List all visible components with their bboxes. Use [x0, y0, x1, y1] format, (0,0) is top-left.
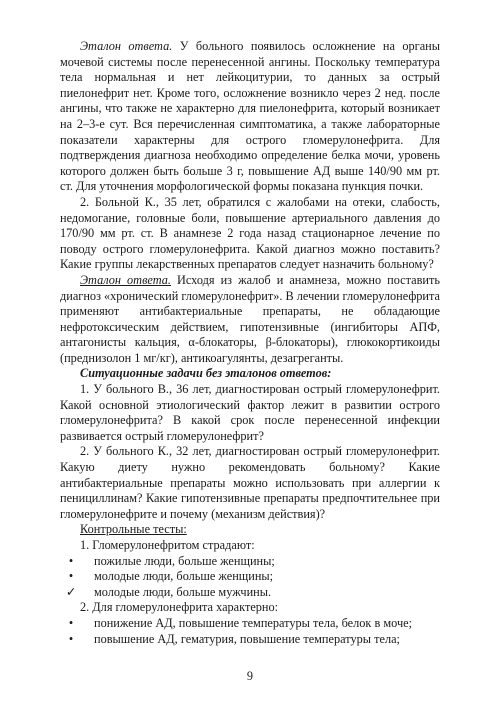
option-text: молодые люди, больше женщины;: [94, 569, 274, 584]
bullet-icon: •: [68, 631, 74, 646]
answer-label: Эталон ответа.: [80, 39, 173, 53]
option-text: повышение АД, гематурия, повышение температуры тела;: [94, 631, 400, 646]
question-1-options: [60, 554, 440, 601]
tests-title: Контрольные тесты:: [80, 522, 187, 537]
checkmark-icon: ✓: [65, 584, 77, 599]
task-2-paragraph: 2. Больной К., 35 лет, обратился с жалобами на отеки, слабость, недомогание, головные боли, повышение артериального давления до 170/90 мм рт. ст. В анамнезе 2 года назад стационарное лечение по поводу острого гломерулонефрита. Какой диагноз можно поставить? Какие группы лекарственных препаратов следует назначить больному?: [60, 194, 440, 272]
answer-paragraph-2: [60, 273, 440, 367]
page-number: 9: [246, 669, 254, 683]
page-body: [60, 39, 440, 647]
option-item: [60, 632, 440, 648]
bullet-icon: •: [68, 553, 74, 568]
option-item: [60, 554, 440, 570]
question-2-options: [60, 616, 440, 647]
option-item: [60, 616, 440, 632]
answer-paragraph-1: [60, 39, 440, 195]
option-item: [60, 569, 440, 585]
answer-text: Исходя из жалоб и анамнеза, можно поставить диагноз «хронический гломерулонефрит». В лечении гломерулонефрита применяют антибактериальные препараты, не обладающие нефротоксическим действием, гипотензивные (ингибиторы АПФ, антагонисты кальция, α-блокаторы, β-блокаторы), глюкокортикоиды (преднизолон 1 мг/кг), антикоагулянты, дезагреганты.: [60, 272, 440, 365]
option-text: понижение АД, повышение температуры тела, белок в моче;: [94, 615, 413, 630]
bullet-icon: •: [68, 615, 74, 630]
task-2-no-answer: 2. У больного К., 32 лет, диагностирован острый гломерулонефрит. Какую диету нужно рекомендовать больному? Какие антибактериальные препараты можно использовать при аллергии к пенициллинам? Какие гипотензивные препараты предпочтительнее при гломерулонефрите и почему (механизм действия)?: [60, 444, 440, 521]
question-1: 1. Гломерулонефритом страдают:: [80, 538, 255, 552]
bullet-icon: •: [68, 569, 74, 584]
option-text: пожилые люди, больше женщины;: [94, 553, 275, 568]
option-text: молодые люди, больше мужчины.: [94, 584, 272, 599]
question-2: 2. Для гломерулонефрита характерно:: [80, 600, 279, 615]
section-heading: Ситуационные задачи без эталонов ответов:: [80, 366, 332, 381]
answer-label: Эталон ответа.: [80, 272, 171, 287]
option-item: [60, 585, 440, 601]
answer-text: У больного появилось осложнение на органы мочевой системы после перенесенной ангины. Поскольку температура тела нормальная и нет лейкоцитурии, то данных за острый пиелонефрит нет. Кроме того, осложнение возникло через 2 нед. после ангины, что также не характерно для пиелонефрита, который возникает на 2–3-е сут. Вся перечисленная симптоматика, а также лабораторные показатели характерны для острого гломерулонефрита. Для подтверждения диагноза необходимо определение белка мочи, уровень которого должен быть больше 3 г, повышение АД выше 140/90 мм рт. ст. Для уточнения морфологической формы показана пункция почки.: [60, 39, 440, 194]
task-1-no-answer: 1. У больного В., 36 лет, диагностирован острый гломерулонефрит. Какой основной этиологический фактор лежит в развитии острого гломерулонефрита? В какой срок после перенесенной инфекции развивается острый гломерулонефрит?: [60, 382, 440, 443]
